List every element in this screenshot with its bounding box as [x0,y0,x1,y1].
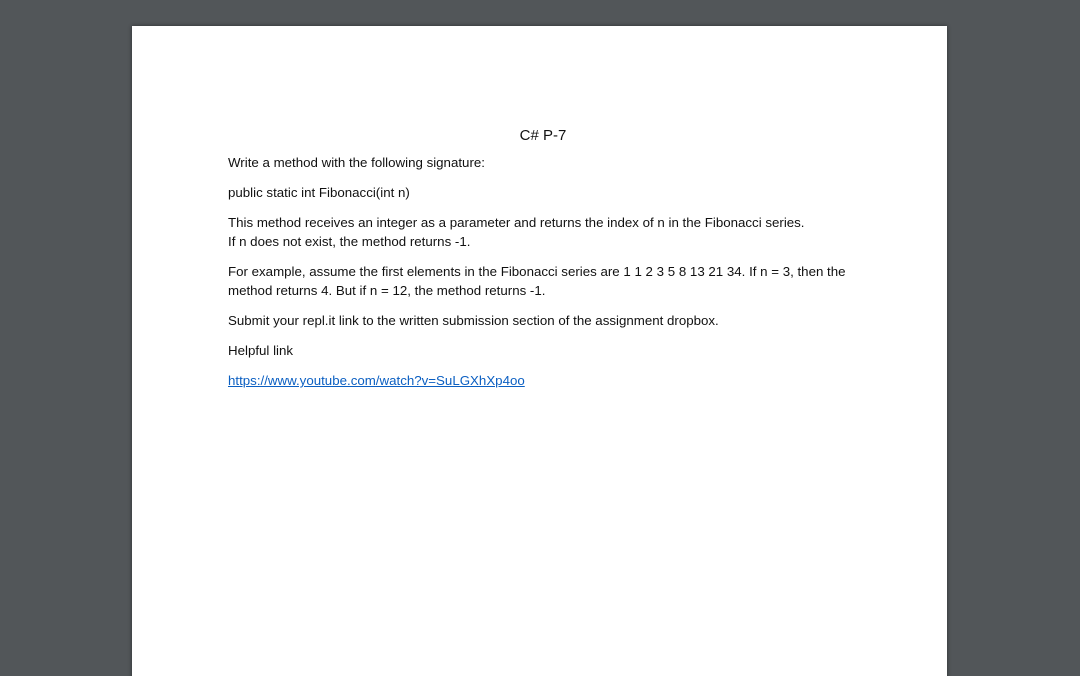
text-line: Submit your repl.it link to the written submission section of the assignment dropbox. [228,313,719,328]
document-title: C# P-7 [519,127,567,144]
text-line: If n does not exist, the method returns -1. [228,234,471,249]
paragraph-description [228,213,858,251]
document-page [132,26,947,676]
paragraph-signature-intro [228,153,858,172]
paragraph-example [228,262,858,300]
text-line: method returns 4. But if n = 12, the method returns -1. [228,283,546,298]
paragraph-submission [228,311,858,330]
paragraph-link [228,371,858,390]
text-line: Write a method with the following signature: [228,155,485,170]
text-line: This method receives an integer as a parameter and returns the index of n in the Fibonacci series. [228,215,805,230]
text-line: For example, assume the first elements in the Fibonacci series are 1 1 2 3 5 8 13 21 34. If n = 3, then the [228,264,846,279]
youtube-link[interactable]: https://www.youtube.com/watch?v=SuLGXhXp4oo [228,373,525,388]
text-line: Helpful link [228,343,294,358]
document-content [228,126,858,401]
text-line: public static int Fibonacci(int n) [228,185,410,200]
paragraph-method-signature [228,183,858,202]
paragraph-helpful-link-label [228,341,858,360]
